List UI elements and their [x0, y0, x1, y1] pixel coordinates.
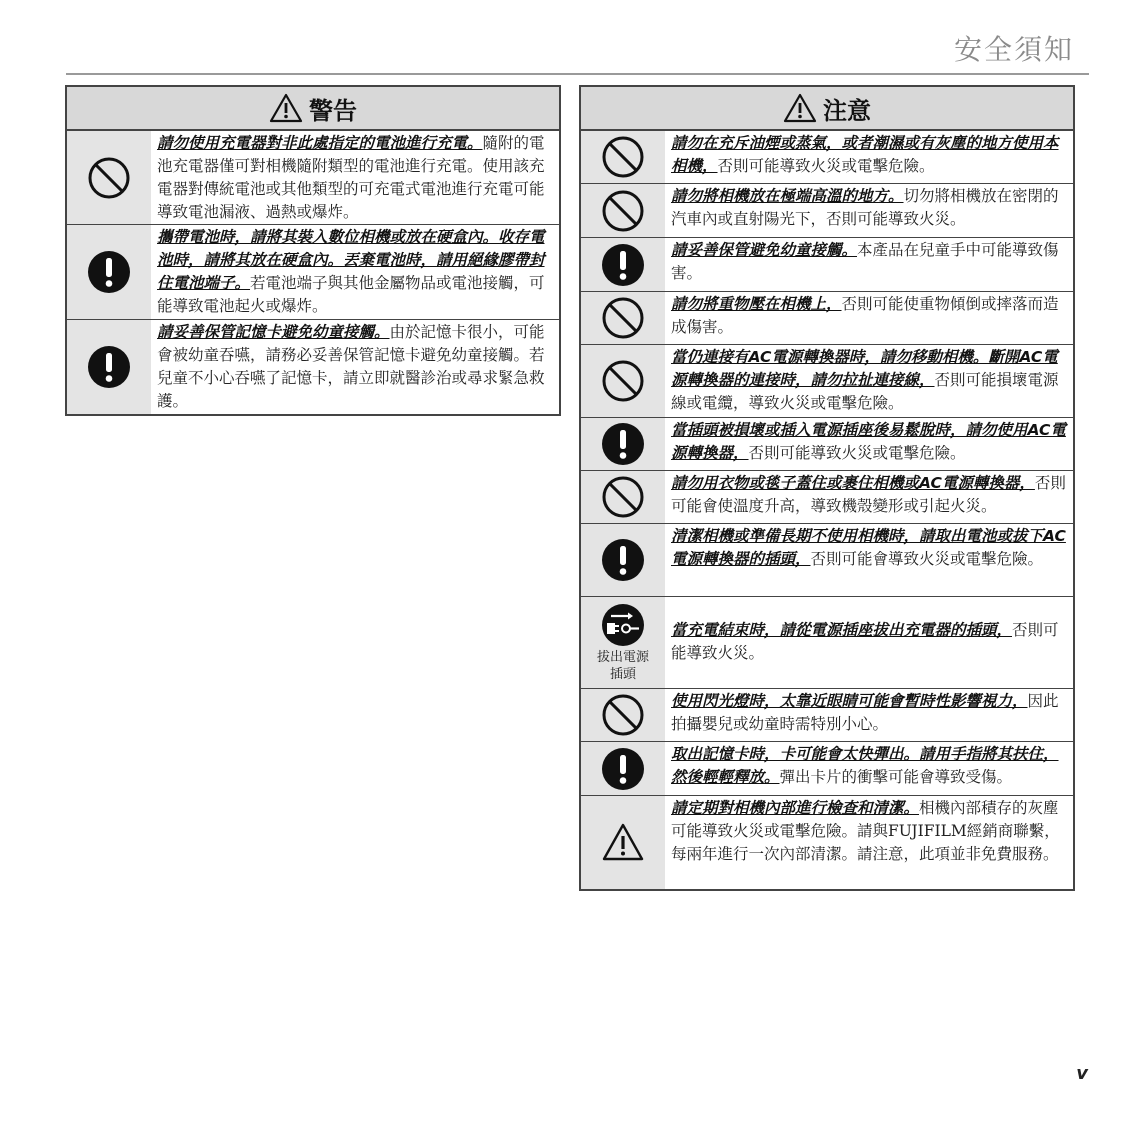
- warning-icon-cell: [67, 320, 151, 414]
- warning-row: [67, 320, 559, 414]
- caution-row: [581, 597, 1073, 689]
- caution-row: [581, 689, 1073, 742]
- caution-panel: [579, 85, 1075, 891]
- caution-emphasis: 取出記憶卡時，卡可能會太快彈出。請用手指將其扶住，然後輕輕釋放。: [671, 745, 1059, 786]
- caution-icon-cell: [581, 471, 665, 523]
- mandatory-icon: [601, 422, 645, 466]
- prohibition-icon: [601, 189, 645, 233]
- warning-body: 若電池端子與其他金屬物品或電池接觸，可能導致電池起火或爆炸。: [157, 274, 545, 315]
- warning-triangle-icon: [783, 93, 817, 123]
- caution-icon-cell: [581, 184, 665, 237]
- prohibition-icon: [601, 296, 645, 340]
- prohibition-icon: [87, 156, 131, 200]
- caution-text: [665, 292, 1073, 344]
- caution-icon-cell: [581, 524, 665, 596]
- mandatory-icon: [601, 243, 645, 287]
- warning-title: 警告: [309, 96, 357, 125]
- caution-body: 本產品在兒童手中可能導致傷害。: [671, 241, 1059, 282]
- warning-emphasis: 請勿使用充電器對非此處指定的電池進行充電。: [157, 134, 483, 152]
- caution-title: 注意: [823, 96, 871, 125]
- header-divider: [66, 73, 1089, 75]
- warning-body: 由於記憶卡很小，可能會被幼童吞嚥，請務必妥善保管記憶卡避免幼童接觸。若兒童不小心吞嚥了記憶卡，請立即就醫診治或尋求緊急救護。: [157, 323, 545, 410]
- page-title: 安全須知: [953, 33, 1074, 66]
- warning-header: [67, 87, 559, 131]
- caution-text: [665, 471, 1073, 523]
- caution-row: [581, 524, 1073, 597]
- caution-emphasis: 當插頭被損壞或插入電源插座後易鬆脫時，請勿使用AC電源轉換器，: [671, 421, 1066, 462]
- caution-body: 因此拍攝嬰兒或幼童時需特別小心。: [671, 692, 1059, 733]
- caution-row: [581, 131, 1073, 184]
- warning-emphasis: 攜帶電池時，請將其裝入數位相機或放在硬盒內。收存電池時，請將其放在硬盒內。丟棄電池時，請用絕緣膠帶封住電池端子。: [157, 228, 545, 292]
- caution-row: [581, 471, 1073, 524]
- caution-emphasis: 請妥善保管避免幼童接觸。: [671, 241, 858, 259]
- caution-icon-cell: [581, 689, 665, 741]
- caution-text: [665, 689, 1073, 741]
- caution-icon-cell: [581, 796, 665, 889]
- caution-emphasis: 清潔相機或準備長期不使用相機時，請取出電池或拔下AC電源轉換器的插頭，: [671, 527, 1066, 568]
- prohibition-icon: [601, 693, 645, 737]
- warning-row: [67, 225, 559, 320]
- prohibition-icon: [601, 135, 645, 179]
- warning-text: [151, 320, 559, 414]
- caution-text: [665, 524, 1073, 596]
- caution-text: [665, 418, 1073, 470]
- warning-row: [67, 131, 559, 225]
- caution-row: [581, 292, 1073, 345]
- caution-row: [581, 184, 1073, 238]
- caution-icon-cell: [581, 742, 665, 795]
- caution-emphasis: 當仍連接有AC電源轉換器時，請勿移動相機。斷開AC電源轉換器的連接時，請勿拉扯連接線，: [671, 348, 1058, 389]
- caution-emphasis: 請勿將相機放在極端高溫的地方。: [671, 187, 904, 205]
- caution-text: [665, 796, 1073, 889]
- caution-icon-cell: [581, 597, 665, 688]
- warning-emphasis: 請妥善保管記憶卡避免幼童接觸。: [157, 323, 390, 341]
- caution-body: 切勿將相機放在密閉的汽車內或直射陽光下，否則可能導致火災。: [671, 187, 1059, 228]
- caution-emphasis: 請勿用衣物或毯子蓋住或裹住相機或AC電源轉換器，: [671, 474, 1035, 492]
- caution-row: [581, 742, 1073, 796]
- caution-row: [581, 418, 1073, 471]
- page-number: v: [1076, 1063, 1088, 1084]
- caution-header: [581, 87, 1073, 131]
- caution-emphasis: 當充電結束時，請從電源插座拔出充電器的插頭，: [671, 621, 1013, 639]
- warning-icon-cell: [67, 131, 151, 224]
- mandatory-icon: [87, 345, 131, 389]
- warning-panel: [65, 85, 561, 416]
- caution-text: [665, 345, 1073, 417]
- caution-body: 彈出卡片的衝擊可能會導致受傷。: [779, 768, 1013, 786]
- warning-triangle-icon: [269, 93, 303, 123]
- prohibition-icon: [601, 475, 645, 519]
- caution-text: [665, 597, 1073, 688]
- prohibition-icon: [601, 359, 645, 403]
- caution-text: [665, 131, 1073, 183]
- caution-body: 相機內部積存的灰塵可能導致火災或電擊危險。請與FUJIFILM經銷商聯繫，每兩年進行一次內部清潔。請注意，此項並非免費服務。: [671, 799, 1060, 863]
- mandatory-icon: [601, 747, 645, 791]
- warning-icon-cell: [67, 225, 151, 319]
- caution-body: 否則可能會導致火災或電擊危險。: [810, 550, 1044, 568]
- caution-emphasis: 請定期對相機內部進行檢查和清潔。: [671, 799, 920, 817]
- caution-triangle-icon: [601, 821, 645, 865]
- caution-row: [581, 345, 1073, 418]
- caution-row: [581, 238, 1073, 292]
- caution-emphasis: 請勿將重物壓在相機上，: [671, 295, 842, 313]
- caution-body: 否則可能使重物傾倒或摔落而造成傷害。: [671, 295, 1059, 336]
- caution-icon-cell: [581, 345, 665, 417]
- warning-body: 隨附的電池充電器僅可對相機隨附類型的電池進行充電。使用該充電器對傳統電池或其他類型的可充電式電池進行充電可能導致電池漏液、過熱或爆炸。: [157, 134, 545, 221]
- mandatory-icon: [87, 250, 131, 294]
- caution-text: [665, 742, 1073, 795]
- caution-icon-cell: [581, 238, 665, 291]
- warning-text: [151, 131, 559, 224]
- caution-body: 否則可能損壞電源線或電纜，導致火災或電擊危險。: [671, 371, 1059, 412]
- warning-text: [151, 225, 559, 319]
- caution-emphasis: 使用閃光燈時，太靠近眼睛可能會暫時性影響視力，: [671, 692, 1028, 710]
- caution-body: 否則可能導致火災或電擊危險。: [748, 444, 966, 462]
- caution-text: [665, 184, 1073, 237]
- caution-body: 否則可能導致火災或電擊危險。: [717, 157, 935, 175]
- caution-emphasis: 請勿在充斥油煙或蒸氣，或者潮濕或有灰塵的地方使用本相機，: [671, 134, 1059, 175]
- caution-body: 否則可能導致火災。: [671, 621, 1059, 662]
- unplug-icon: [601, 603, 645, 647]
- caution-icon-cell: [581, 292, 665, 344]
- unplug-label: 拔出電源插頭: [596, 649, 649, 682]
- caution-icon-cell: [581, 131, 665, 183]
- caution-body: 否則可能會使溫度升高，導致機殼變形或引起火災。: [671, 474, 1066, 515]
- caution-row: [581, 796, 1073, 889]
- mandatory-icon: [601, 538, 645, 582]
- caution-text: [665, 238, 1073, 291]
- caution-icon-cell: [581, 418, 665, 470]
